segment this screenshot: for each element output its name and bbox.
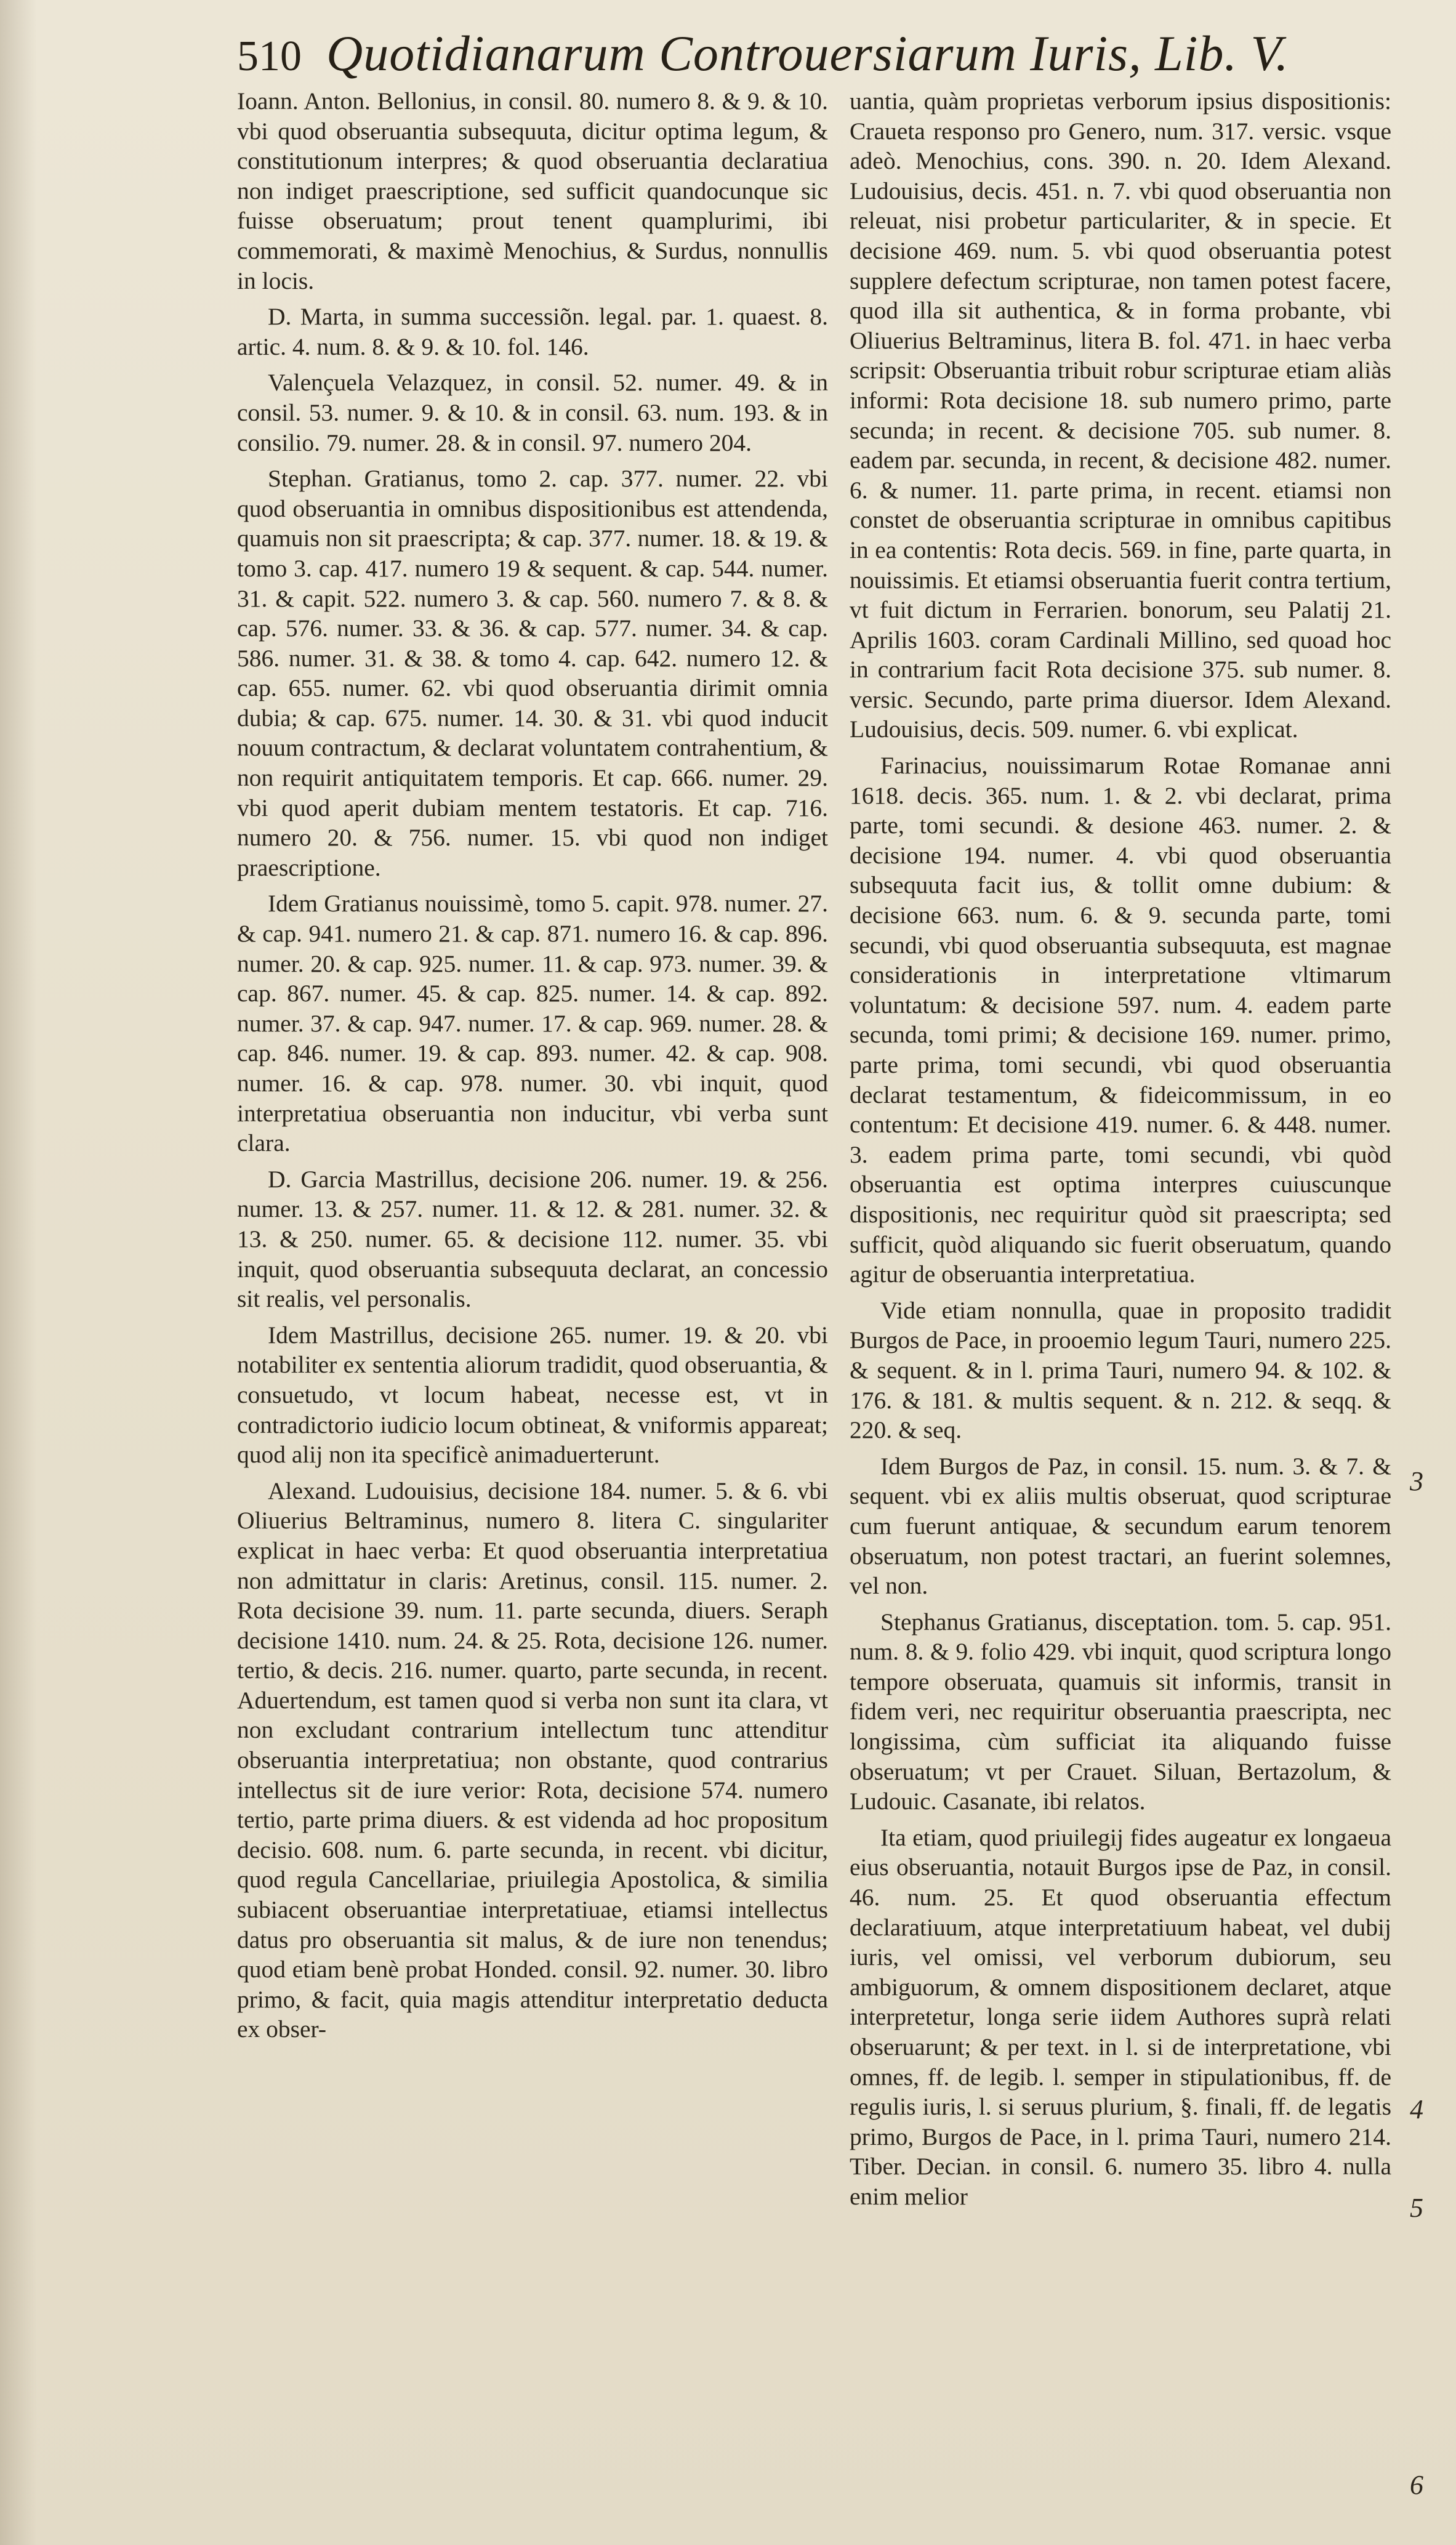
paragraph: Idem Mastrillus, decisione 265. numer. 19. & 20. vbi notabiliter ex sententia aliorum tradidit, quod obseruantia, & consuetudo, vt locum habeat, necesse est, vt in contradictorio iudicio locum obtineat, & vniformis appareat; quod alij non ita specificè animaduerterunt. [237, 1321, 828, 1469]
paragraph: Ita etiam, quod priuilegij fides augeatur ex longaeua eius obseruantia, notauit Burgos ipse de Paz, in consil. 46. num. 25. Et quod obseruantia effectum declaratiuum, atque interpretatiuum habeat, vel dubij iuris, vel omissi, vel verborum dubiorum, seu ambiguorum, & omnem dispositionem declaret, atque interpretetur, longa serie iidem Authores suprà relati obseruarunt; & per text. in l. si de interpretatione, vbi omnes, ff. de legib. l. semper in stipulationibus, ff. de regulis iuris, l. si seruus plurium, §. finali, ff. de legatis primo, Burgos de Pace, in l. prima Tauri, numero 214. Tiber. Decian. in consil. 6. numero 35. libro 4. nulla enim melior [850, 1823, 1391, 2210]
page-fold-shadow [0, 0, 37, 2545]
paragraph: Alexand. Ludouisius, decisione 184. numer. 5. & 6. vbi Oliuerius Beltraminus, numero 8. litera C. singulariter explicat in haec verba: Et quod obseruantia interpretatiua non admittatur in claris: Aretinus, consil. 115. numer. 2. Rota decisione 39. num. 11. parte secunda, diuers. Seraph decisione 1410. num. 24. & 25. Rota, decisione 126. numer. tertio, & decis. 216. numer. quarto, parte secunda, in recent. Aduertendum, est tamen quod si verba non sunt ita clara, vt non excludant contrarium intellectum tunc attenditur obseruantia interpretatiua; non obstante, quod contrarius intellectus sit de iure verior: Rota, decisione 574. numero tertio, parte prima diuers. & est videnda ad hoc propositum decisio. 608. num. 6. parte secunda, in recent. vbi dicitur, quod regula Cancellariae, priuilegia Apostolica, & similia subiacent obseruantiae interpretatiuae, etiamsi intellectus datus pro obseruantia sit malus, & de iure non tenendus; quod etiam benè probat Honded. consil. 92. numer. 30. libro primo, & facit, quia magis attenditur interpretatio deducta ex obser- [237, 1477, 828, 2043]
margin-number: 3 [1410, 1466, 1423, 1496]
paragraph: Valençuela Velazquez, in consil. 52. numer. 49. & in consil. 53. numer. 9. & 10. & in consil. 63. num. 193. & in consilio. 79. numer. 28. & in consil. 97. numero 204. [237, 369, 828, 456]
margin-number: 5 [1410, 2193, 1423, 2223]
right-column [850, 86, 1391, 2218]
margin-number: 6 [1410, 2470, 1423, 2500]
paragraph: Ioann. Anton. Bellonius, in consil. 80. numero 8. & 9. & 10. vbi quod obseruantia subsequuta, dicitur optima legum, & constitutionum interpres; & quod obseruantia declaratiua non indiget praescriptione, sed sufficit quandocunque sic fuisse obseruatum; prout tenent quamplurimi, ibi commemorati, & maximè Menochius, & Surdus, nonnullis in locis. [237, 87, 828, 294]
paragraph: Stephanus Gratianus, disceptation. tom. 5. cap. 951. num. 8. & 9. folio 429. vbi inquit, quod scriptura longo tempore obseruata, quamuis sit informis, transit in fidem veri, nec requiritur obseruantia praescripta, nec longissima, cùm sufficiat ita aliquando fuisse obseruatum; vt per Crauet. Siluan, Bertazolum, & Ludouic. Casanate, ibi relatos. [850, 1608, 1391, 1815]
paragraph: uantia, quàm proprietas verborum ipsius dispositionis: Craueta responso pro Genero, num. 317. versic. vsque adeò. Menochius, cons. 390. n. 20. Idem Alexand. Ludouisius, decis. 451. n. 7. vbi quod obseruantia non releuat, nisi probetur particulariter, & in specie. Et decisione 469. num. 5. vbi quod obseruantia potest supplere defectum scripturae, non tamen potest facere, quod illa sit authentica, & in forma probante, vbi Oliuerius Beltraminus, litera B. fol. 471. in haec verba scripsit: Obseruantia tribuit robur scripturae etiam aliàs informi: Rota decisione 18. sub numero primo, parte secunda; in recent. & decisione 705. sub numer. 8. eadem par. secunda, in recent, & decisione 482. numer. 6. & numer. 11. parte prima, in recent. etiamsi non constet de obseruantia scripturae in omnibus capitibus in ea contentis: Rota decis. 569. in fine, parte quarta, in nouissimis. Et etiamsi obseruantia fuerit contra tertium, vt fuit dictum in Ferrarien. bonorum, seu Palatij 21. Aprilis 1603. coram Cardinali Millino, sed quoad hoc in contrarium facit Rota decisione 375. sub numer. 8. versic. Secundo, parte prima diuersor. Idem Alexand. Ludouisius, decis. 509. numer. 6. vbi explicat. [850, 87, 1391, 743]
margin-number: 4 [1410, 2094, 1423, 2124]
running-title: Quotidianarum Controuersiarum Iuris, Lib. V. [326, 25, 1289, 81]
left-column [237, 86, 828, 2051]
paragraph: Vide etiam nonnulla, quae in proposito tradidit Burgos de Pace, in prooemio legum Tauri, numero 225. & sequent. & in l. prima Tauri, numero 94. & 102. & 176. & 181. & multis sequent. & n. 212. & seqq. & 220. & seq. [850, 1296, 1391, 1444]
paragraph: D. Garcia Mastrillus, decisione 206. numer. 19. & 256. numer. 13. & 257. numer. 11. & 12. & 281. numer. 32. & 13. & 250. numer. 65. & decisione 112. numer. 35. vbi inquit, quod obseruantia subsequuta declarat, an concessio sit realis, vel personalis. [237, 1165, 828, 1313]
page-number: 510 [237, 33, 302, 80]
paragraph: Idem Gratianus nouissimè, tomo 5. capit. 978. numer. 27. & cap. 941. numero 21. & cap. 871. numero 16. & cap. 896. numer. 20. & cap. 925. numer. 11. & cap. 973. numer. 39. & cap. 867. numer. 45. & cap. 825. numer. 14. & cap. 892. numer. 37. & cap. 947. numer. 17. & cap. 969. numer. 28. & cap. 846. numer. 19. & cap. 893. numer. 42. & cap. 908. numer. 16. & cap. 978. numer. 30. vbi inquit, quod interpretatiua obseruantia non inducitur, vbi verba sunt clara. [237, 890, 828, 1157]
paragraph: D. Marta, in summa successiõn. legal. par. 1. quaest. 8. artic. 4. num. 8. & 9. & 10. fol. 146. [237, 303, 828, 360]
paragraph: Farinacius, nouissimarum Rotae Romanae anni 1618. decis. 365. num. 1. & 2. vbi declarat, prima parte, tomi secundi. & desione 463. numer. 2. & decisione 194. numer. 4. vbi quod obseruantia subsequuta facit ius, & tollit omne dubium: & decisione 663. num. 6. & 9. secunda parte, tomi secundi, vbi quod obseruantia subsequuta, est magnae considerationis in interpretatione vltimarum voluntatum: & decisione 597. num. 4. eadem parte secunda, tomi primi; & decisione 169. numer. primo, parte prima, tomi secundi, vbi quod obseruantia declarat testamentum, & fideicommissum, in eo contentum: Et decisione 419. numer. 6. & 448. numer. 3. eadem prima parte, tomi secundi, vbi quòd obseruantia est optima interpres cuiuscunque dispositionis, nec requiritur quòd sit praescripta; sed sufficit, quòd aliquando sic fuerit obseruatum, quando agitur de obseruantia interpretatiua. [850, 752, 1391, 1288]
paragraph: Stephan. Gratianus, tomo 2. cap. 377. numer. 22. vbi quod obseruantia in omnibus dispositionibus est attendenda, quamuis non sit praescripta; & cap. 377. numer. 18. & 19. & tomo 3. cap. 417. numero 19 & sequent. & cap. 544. numer. 31. & capit. 522. numero 3. & cap. 560. numero 7. & 8. & cap. 576. numer. 33. & 36. & cap. 577. numer. 34. & cap. 586. numer. 31. & 38. & tomo 4. cap. 642. numero 12. & cap. 655. numer. 62. vbi quod obseruantia dirimit omnia dubia; & cap. 675. numer. 14. 30. & 31. vbi quod inducit nouum contractum, & declarat voluntatem contrahentium, & non requirit antiquitatem temporis. Et cap. 666. numer. 29. vbi quod aperit dubiam mentem testatoris. Et cap. 716. numero 20. & 756. numer. 15. vbi quod non indiget praescriptione. [237, 465, 828, 881]
paragraph: Idem Burgos de Paz, in consil. 15. num. 3. & 7. & sequent. vbi ex aliis multis obseruat, quod scripturae cum fuerunt antiquae, & secundum earum tenorem obseruatum, non potest tractari, an fuerint solemnes, vel non. [850, 1452, 1391, 1600]
